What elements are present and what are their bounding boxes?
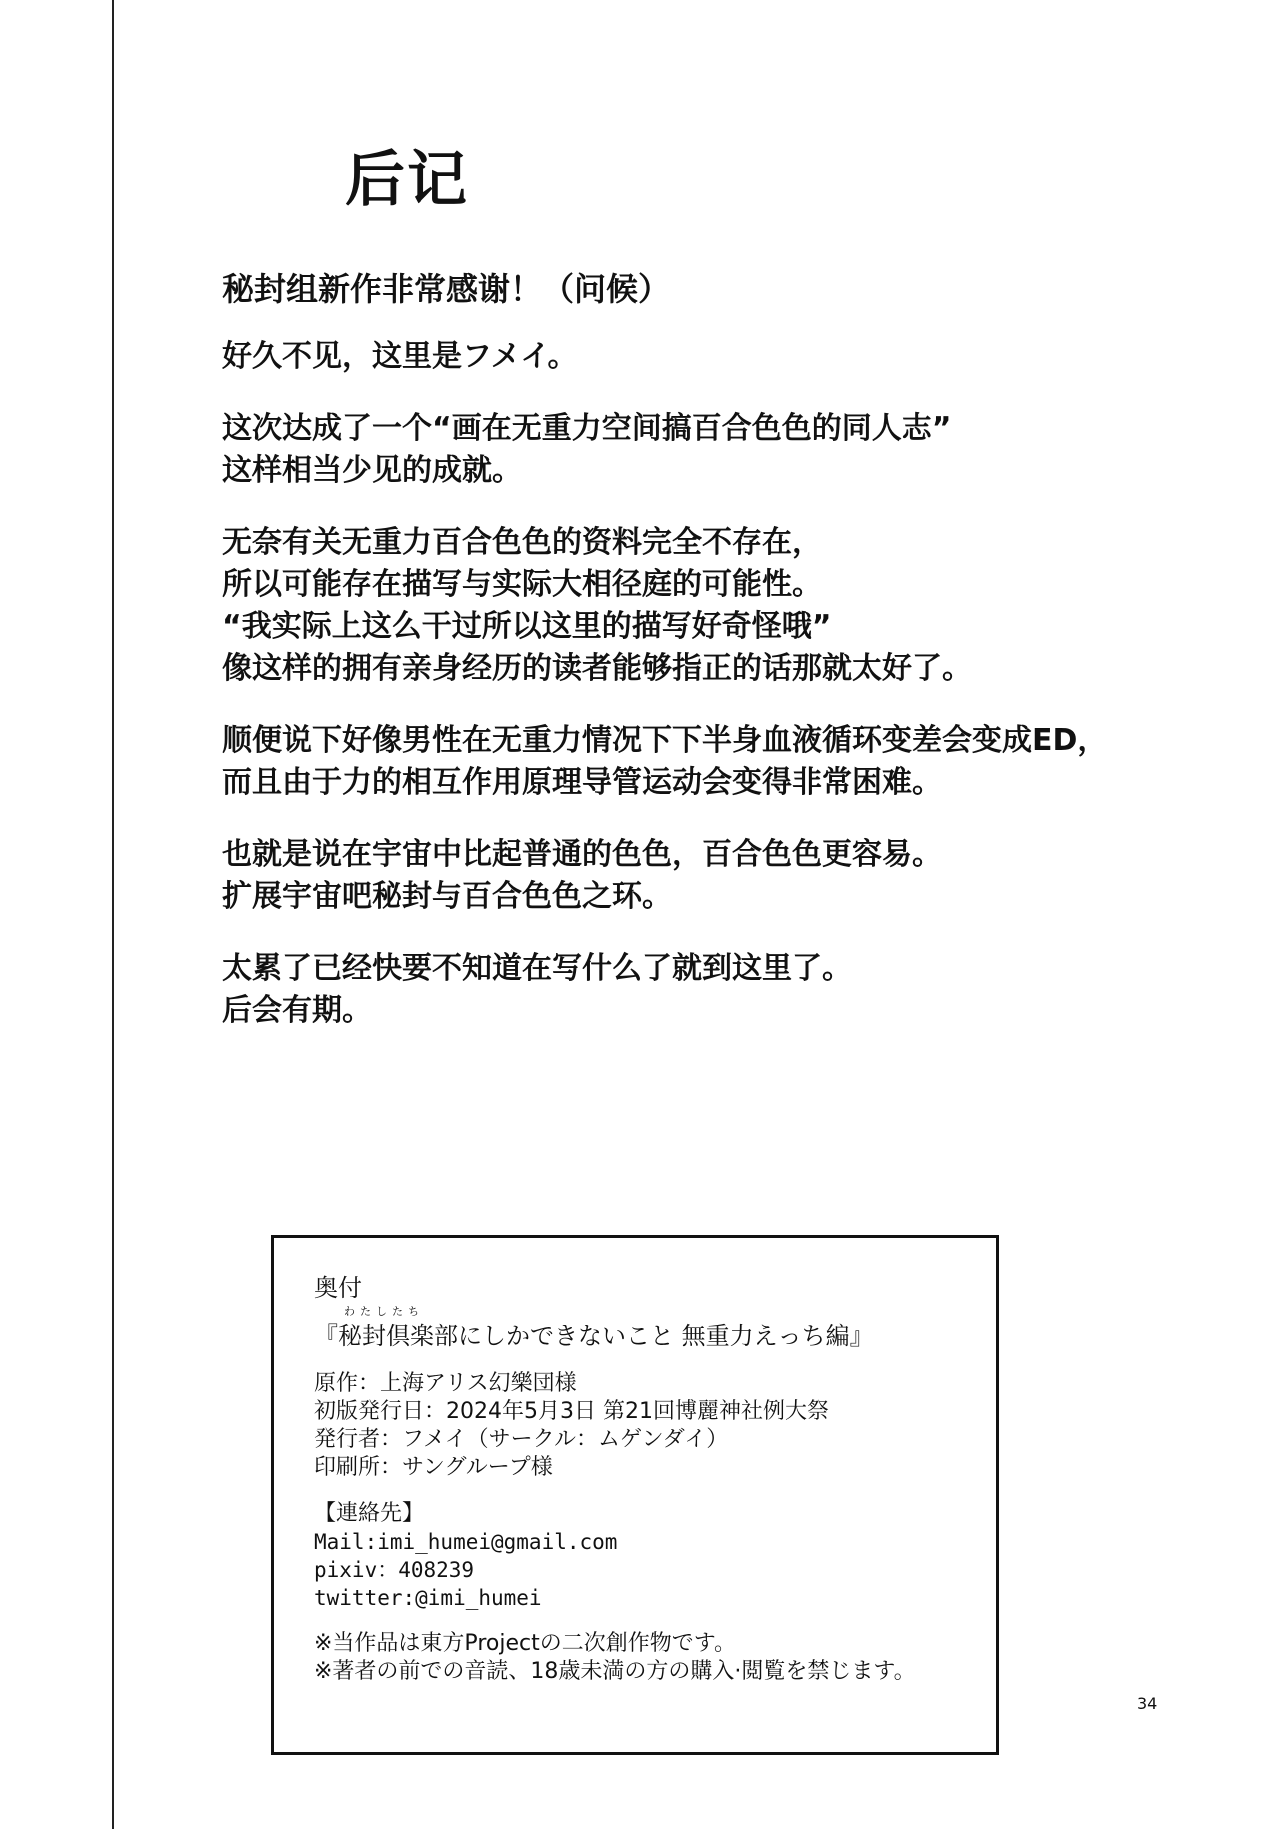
afterword-line: 这次达成了一个“画在无重力空间搞百合色色的同人志”: [222, 411, 952, 446]
page-title: 后记: [345, 145, 469, 215]
colophon-heading: 奥付: [314, 1274, 362, 1302]
afterword-line: 也就是说在宇宙中比起普通的色色，百合色色更容易。: [222, 837, 942, 872]
credits-list: [314, 1370, 958, 1482]
afterword-body: [222, 268, 1122, 1062]
contact-list: [314, 1500, 958, 1612]
afterword-line: 扩展宇宙吧秘封与百合色色之环。: [222, 879, 672, 914]
afterword-paragraph-5: [222, 834, 1122, 918]
contact-line: pixiv：408239: [314, 1558, 475, 1582]
afterword-heading: 秘封组新作非常感谢！（问候）: [222, 270, 671, 308]
afterword-line: 而且由于力的相互作用原理导管运动会变得非常困难。: [222, 765, 942, 800]
afterword-line: 这样相当少见的成就。: [222, 453, 522, 488]
afterword-paragraph-2: [222, 408, 1122, 492]
book-title-text: 『秘封倶楽部にしかできないこと 無重力えっち編』: [314, 1322, 874, 1350]
contact-line: Mail:imi_humei@gmail.com: [314, 1530, 618, 1554]
afterword-line: 顺便说下好像男性在无重力情况下下半身血液循环变差会变成ED，: [222, 723, 1108, 758]
afterword-paragraph-6: [222, 948, 1122, 1032]
colophon-box: [271, 1235, 999, 1755]
notes-list: [314, 1630, 958, 1686]
afterword-line: “我实际上这么干过所以这里的描写好奇怪哦”: [222, 609, 832, 644]
book-title: [314, 1305, 958, 1350]
title-ruby: わたしたち: [344, 1305, 424, 1318]
afterword-line: 后会有期。: [222, 993, 372, 1028]
afterword-line: 无奈有关无重力百合色色的资料完全不存在，: [222, 525, 822, 560]
afterword-paragraph-4: [222, 720, 1122, 804]
credit-line: 初版発行日：2024年5月3日 第21回博麗神社例大祭: [314, 1399, 829, 1424]
binding-edge-line: [112, 0, 114, 1829]
afterword-paragraph-3: [222, 522, 1122, 690]
note-line: ※著者の前での音読、18歳未満の方の購入·閲覧を禁じます。: [314, 1659, 916, 1684]
contact-line: twitter:@imi_humei: [314, 1586, 542, 1610]
afterword-paragraph-1: [222, 336, 1122, 378]
afterword-line: 像这样的拥有亲身经历的读者能够指正的话那就太好了。: [222, 651, 972, 686]
contact-heading: 【連絡先】: [314, 1501, 425, 1526]
afterword-line: 太累了已经快要不知道在写什么了就到这里了。: [222, 951, 852, 986]
afterword-line: 好久不见，这里是フメイ。: [222, 339, 578, 374]
page-number: 34: [1137, 1694, 1158, 1713]
credit-line: 印刷所：サングループ様: [314, 1455, 553, 1480]
credit-line: 原作：上海アリス幻樂団様: [314, 1371, 577, 1396]
afterword-line: 所以可能存在描写与实际大相径庭的可能性。: [222, 567, 822, 602]
note-line: ※当作品は東方Projectの二次創作物です。: [314, 1631, 736, 1656]
credit-line: 発行者：フメイ（サークル：ムゲンダイ）: [314, 1427, 729, 1452]
